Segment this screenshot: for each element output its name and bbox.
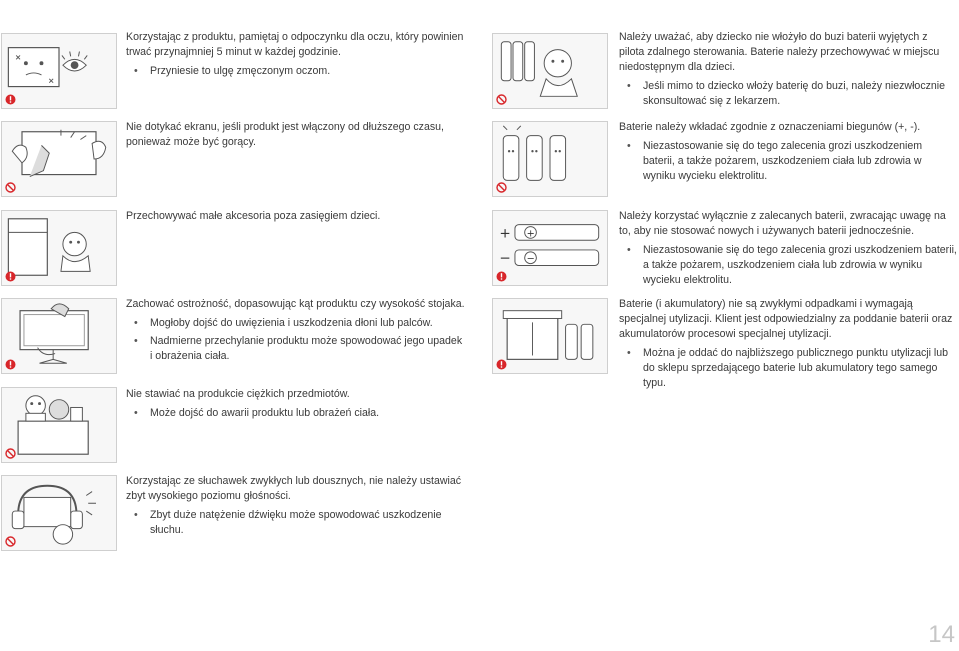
illustration-eye-rest [1, 33, 117, 109]
adjusting-monitor-drawing [2, 299, 116, 373]
prohibited-icon [5, 536, 16, 547]
battery-rows-drawing [493, 211, 607, 285]
illustration-battery-child [492, 33, 608, 109]
prohibited-icon [496, 94, 507, 105]
bullet-item: • Przyniesie to ulgę zmęczonym oczom. [150, 64, 466, 79]
bullet-item: • Może dojść do awarii produktu lub obrażeń ciała. [150, 406, 466, 421]
item-text: Przechowywać małe akcesoria poza zasięgiem dzieci. [126, 210, 381, 222]
bullet-item: • Można je oddać do najbliższego publicznego punktu utylizacji lub do sklepu sprzedającego baterie lub akumulatory tego samego typu. [643, 346, 957, 391]
prohibited-icon [5, 182, 16, 193]
illustration-stand-angle [1, 298, 117, 374]
item-text: Należy uważać, aby dziecko nie włożyło do buzi baterii wyjętych z pilota zdalnego sterowania. Baterie należy przechowywać w miejscu niedostępnym dla dzieci. [619, 31, 940, 73]
bullet-item: • Niezastosowanie się do tego zalecenia grozi uszkodzeniem baterii, a także pożarem, uszkodzeniem ciała lub zdrowia w wyniku wycieku elektrolitu. [643, 139, 954, 184]
batteries-drawing [493, 122, 607, 196]
left-item-1 [126, 120, 466, 150]
monitor-eyes-drawing [2, 34, 116, 108]
prohibited-icon [496, 182, 507, 193]
warning-icon [5, 271, 16, 282]
item-text: Korzystając ze słuchawek zwykłych lub dousznych, nie należy ustawiać zbyt wysokiego poziomu głośności. [126, 475, 462, 502]
objects-on-monitor-drawing [2, 388, 116, 462]
left-item-2 [126, 209, 466, 224]
left-item-0 [126, 30, 466, 82]
illustration-hot-screen [1, 121, 117, 197]
left-item-4 [126, 387, 466, 424]
bullet-item: • Zbyt duże natężenie dźwięku może spowodować uszkodzenie słuchu. [150, 508, 471, 538]
left-item-3 [126, 297, 466, 367]
illustration-small-accessories [1, 210, 117, 286]
minus-sign: − [526, 253, 535, 265]
item-text: Zachować ostrożność, dopasowując kąt produktu czy wysokość stojaka. [126, 298, 465, 310]
illustration-headphones [1, 475, 117, 551]
bullet-item: • Jeśli mimo to dziecko włoży baterię do buzi, należy niezwłocznie skonsultować się z lekarzem. [643, 79, 954, 109]
right-item-0 [619, 30, 954, 112]
illustration-battery-polarity [492, 121, 608, 197]
bullet-item: • Niezastosowanie się do tego zalecenia grozi uszkodzeniem baterii, a także pożarem, uszkodzeniem ciała lub zdrowia w wyniku wycieku elektrolitu. [643, 243, 957, 288]
child-accessories-drawing [2, 211, 116, 285]
illustration-battery-disposal [492, 298, 608, 374]
illustration-heavy-objects [1, 387, 117, 463]
warning-icon [5, 94, 16, 105]
item-text: Korzystając z produktu, pamiętaj o odpoczynku dla oczu, który powinien trwać przynajmniej 5 minut w każdej godzinie. [126, 31, 464, 58]
battery-child-drawing [493, 34, 607, 108]
headphones-drawing [2, 476, 116, 550]
page-number: 14 [928, 621, 955, 648]
item-text: Nie dotykać ekranu, jeśli produkt jest włączony od dłuższego czasu, ponieważ może być gorący. [126, 121, 444, 148]
warning-icon [496, 271, 507, 282]
right-item-2 [619, 209, 957, 291]
prohibited-icon [5, 448, 16, 459]
left-item-5 [126, 474, 471, 541]
minus-sign: − [499, 250, 511, 267]
plus-sign: + [499, 225, 511, 242]
illustration-recommended-batteries [492, 210, 608, 286]
disposal-bin-drawing [493, 299, 607, 373]
warning-icon [5, 359, 16, 370]
item-text: Nie stawiać na produkcie ciężkich przedmiotów. [126, 388, 350, 400]
item-text: Należy korzystać wyłącznie z zalecanych baterii, zwracając uwagę na to, aby nie stosować nowych i używanych baterii jednocześnie. [619, 210, 946, 237]
bullet-item: • Nadmierne przechylanie produktu może spowodować jego upadek i obrażenia ciała. [150, 334, 466, 364]
item-text: Baterie (i akumulatory) nie są zwykłymi odpadkami i wymagają specjalnej utylizacji. Klient jest odpowiedzialny za poddanie baterii oraz akumulatorów procesowi specjalnej utylizacji. [619, 298, 953, 340]
warning-icon [496, 359, 507, 370]
hands-screen-drawing [2, 122, 116, 196]
item-text: Baterie należy wkładać zgodnie z oznaczeniami biegunów (+, -). [619, 121, 921, 133]
bullet-item: • Mogłoby dojść do uwięzienia i uszkodzenia dłoni lub palców. [150, 316, 466, 331]
right-item-3 [619, 297, 957, 394]
right-item-1 [619, 120, 954, 187]
plus-sign: + [526, 228, 535, 240]
